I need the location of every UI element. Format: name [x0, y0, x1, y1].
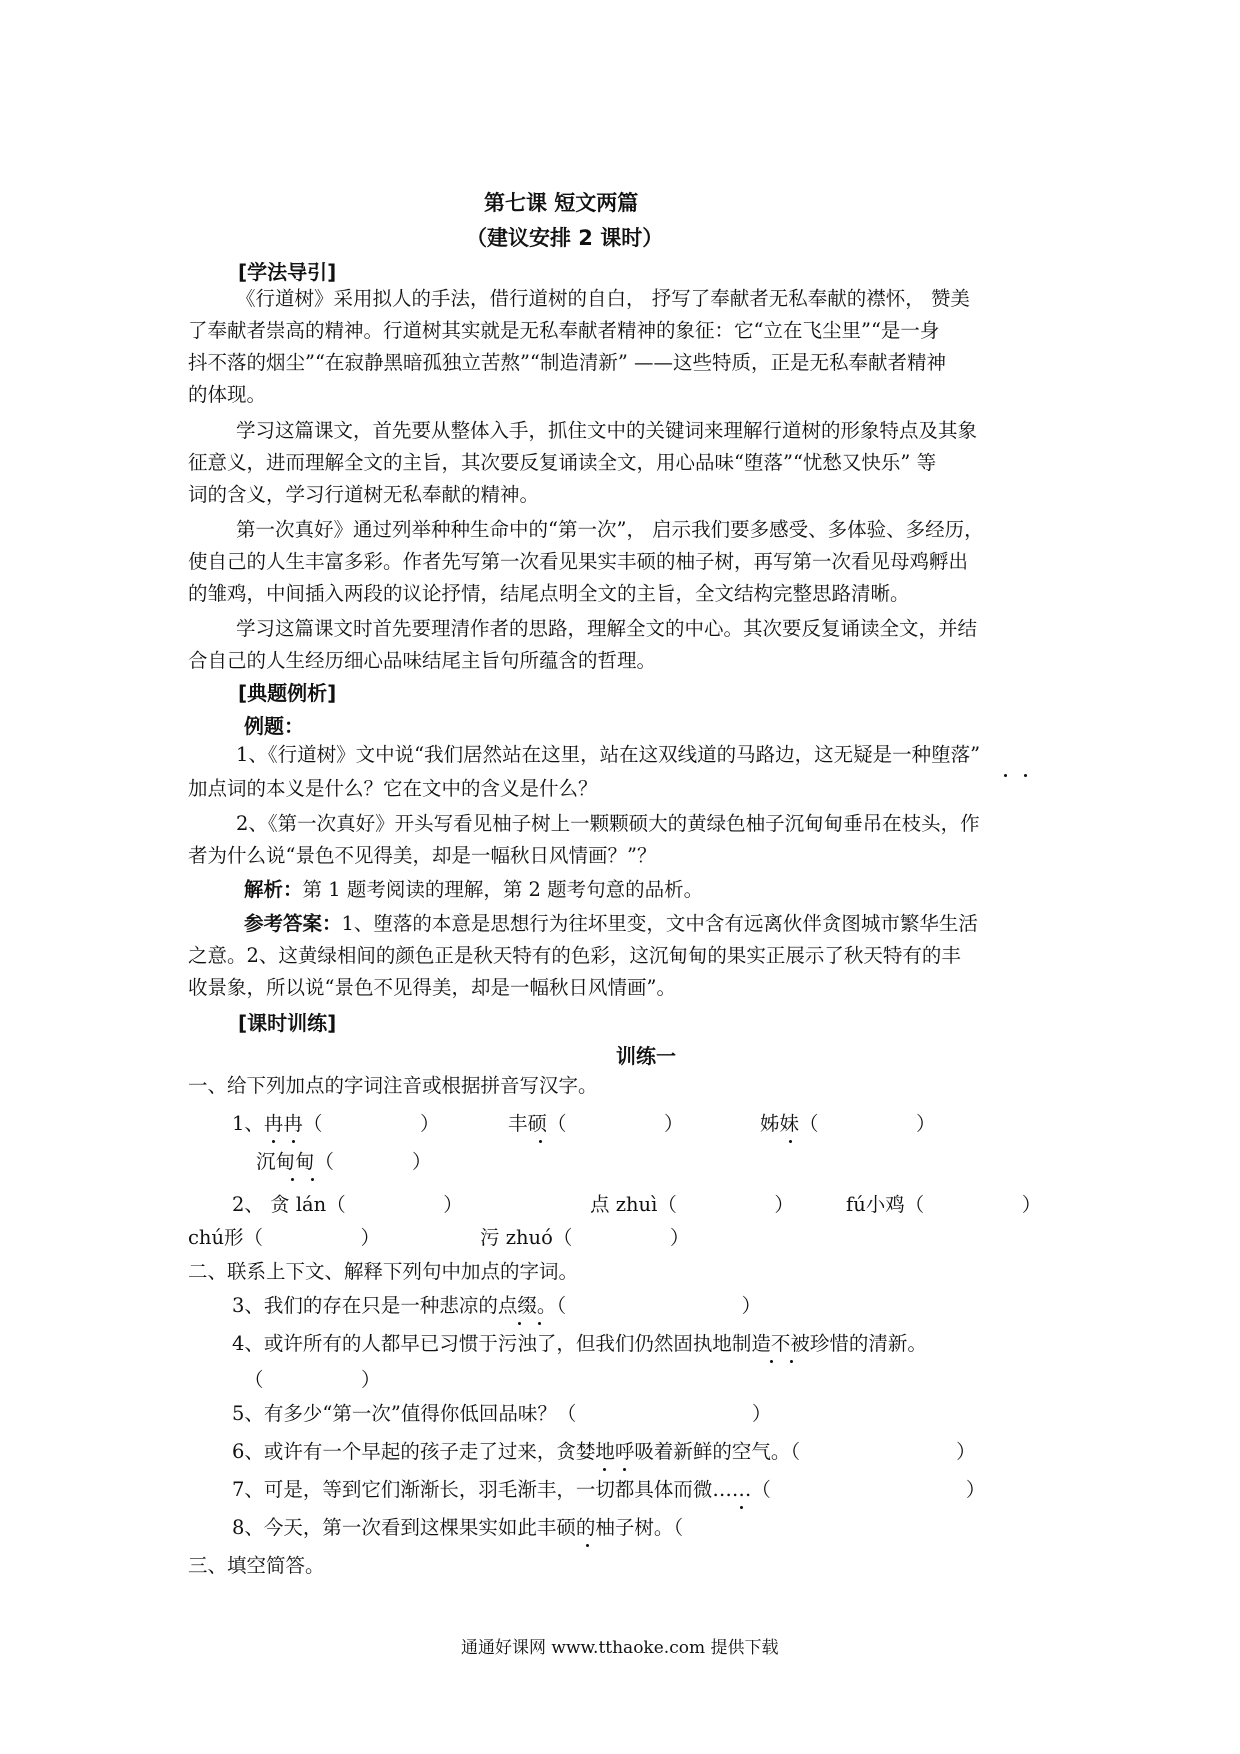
answer-line: 之意。2、这黄绿相间的颜色正是秋天特有的色彩，这沉甸甸的果实正展示了秋天特有的丰	[188, 944, 961, 967]
q2-item[interactable]: （ ）	[244, 1368, 381, 1391]
q1-word: 丰硕	[508, 1112, 548, 1135]
example-line: 2、《第一次真好》开头写看见柚子树上一颗颗硕大的黄绿色柚子沉甸甸垂吊在枝头，作	[236, 812, 980, 835]
q1-item	[256, 1146, 432, 1178]
guide-line: 合自己的人生经历细心品味结尾主旨句所蕴含的哲理。	[188, 649, 657, 672]
q1-word: 姊妹	[760, 1112, 800, 1135]
guide-line: 第一次真好》通过列举种种生命中的“第一次”， 启示我们要多感受、多体验、多经历，	[236, 518, 984, 541]
answer-text: 1、堕落的本意是思想行为往坏里变，文中含有远离伙伴贪图城市繁华生活	[341, 912, 978, 935]
q1-word: 贪 lán	[270, 1193, 327, 1216]
q1-item	[508, 1108, 684, 1140]
emphasis-dot	[272, 1140, 275, 1143]
answer-blank[interactable]: （ ）	[657, 1193, 794, 1216]
emphasis-dot	[623, 1468, 626, 1471]
guide-line: 词的含义，学习行道树无私奉献的精神。	[188, 483, 540, 506]
q1-word: 冉冉	[263, 1112, 303, 1135]
q2-item: 3、我们的存在只是一种悲凉的点缀。（ ）	[232, 1294, 762, 1317]
example-label: 例题：	[244, 714, 304, 738]
answer-line: 收景象，所以说“景色不见得美，却是一幅秋日风情画”。	[188, 976, 676, 999]
example-line: 者为什么说“景色不见得美，却是一幅秋日风情画？”？	[188, 844, 657, 867]
q1-word: 沉甸甸	[256, 1150, 315, 1173]
answer-blank[interactable]: （ ）	[799, 1112, 936, 1135]
emphasis-dot	[789, 1140, 792, 1143]
answer-blank[interactable]: （ ）	[314, 1150, 432, 1173]
emphasis-dot	[770, 1360, 773, 1363]
guide-line: 征意义，进而理解全文的主旨，其次要反复诵读全文，用心品味“堕落”“忧愁又快乐” 等	[188, 451, 937, 474]
analysis-row	[244, 874, 703, 906]
q1-word: 污 zhuó	[480, 1226, 553, 1249]
q1-item	[188, 1222, 380, 1254]
q1-item: 1、冉冉（ ）	[232, 1112, 440, 1135]
question-heading-2: 二、联系上下文、解释下列句中加点的字词。	[188, 1260, 579, 1283]
guide-line: 《行道树》采用拟人的手法，借行道树的自白， 抒写了奉献者无私奉献的襟怀， 赞美	[236, 287, 970, 310]
emphasis-dot	[740, 1506, 743, 1509]
page-title: 第七课 短文两篇	[484, 191, 639, 215]
q2-item: 4、或许所有的人都早已习惯于污浊了，但我们仍然固执地制造不被珍惜的清新。	[232, 1332, 927, 1355]
guide-line: 了奉献者崇高的精神。行道树其实就是无私奉献者精神的象征：它“立在飞尘里”“是一身	[188, 319, 940, 342]
q1-item	[846, 1189, 1041, 1221]
q2-item: 6、或许有一个早起的孩子走了过来，贪婪地呼吸着新鲜的空气。（ ）	[232, 1440, 976, 1463]
emphasis-dot	[790, 1360, 793, 1363]
answer-blank[interactable]: （ ）	[552, 1226, 690, 1249]
q2-item: 7、可是，等到它们渐渐长，羽毛渐丰，一切都具体而微……（ ）	[232, 1478, 986, 1501]
emphasis-dot	[539, 1140, 542, 1143]
q1-item	[760, 1108, 936, 1140]
q2-item: 5、有多少“第一次”值得你低回品味？（ ）	[232, 1402, 772, 1425]
emphasis-dot	[292, 1140, 295, 1143]
q1-word: chú形	[188, 1226, 244, 1249]
section-heading-guide: [学法导引]	[238, 260, 337, 284]
section-heading-training: [课时训练]	[238, 1011, 337, 1035]
guide-line: 的雏鸡，中间插入两段的议论抒情，结尾点明全文的主旨，全文结构完整思路清晰。	[188, 582, 910, 605]
guide-line: 的体现。	[188, 383, 267, 406]
question-heading-3: 三、填空简答。	[188, 1554, 325, 1577]
guide-line: 学习这篇课文，首先要从整体入手，抓住文中的关键词来理解行道树的形象特点及其象	[236, 419, 978, 442]
example-line: 加点词的本义是什么？它在文中的含义是什么？	[188, 777, 598, 800]
page-subtitle: （建议安排 2 课时）	[466, 226, 664, 250]
example-line: 1、《行道树》文中说“我们居然站在这里，站在这双线道的马路边，这无疑是一种堕落”	[236, 743, 981, 766]
guide-line: 使自己的人生丰富多彩。作者先写第一次看见果实丰硕的柚子树，再写第一次看见母鸡孵出	[188, 550, 969, 573]
q1-item	[480, 1222, 689, 1254]
answer-blank[interactable]: （ ）	[547, 1112, 684, 1135]
q1-word: fú小鸡	[846, 1193, 905, 1216]
page-footer: 通通好课网 www.tthaoke.com 提供下载	[461, 1638, 779, 1658]
answer-blank[interactable]: （ ）	[302, 1112, 440, 1135]
answer-row	[244, 908, 978, 940]
emphasis-dot	[291, 1178, 294, 1181]
emphasis-dot	[311, 1178, 314, 1181]
answer-label: 参考答案：	[244, 912, 342, 935]
emphasis-dot	[1024, 774, 1027, 777]
analysis-text: 第 1 题考阅读的理解，第 2 题考句意的品析。	[302, 878, 704, 901]
question-heading-1: 一、给下列加点的字词注音或根据拼音写汉字。	[188, 1074, 598, 1097]
q1-item: 2、 贪 lán（ ）	[232, 1193, 463, 1216]
emphasis-dot	[1004, 774, 1007, 777]
emphasis-dot	[603, 1468, 606, 1471]
guide-line: 学习这篇课文时首先要理清作者的思路，理解全文的中心。其次要反复诵读全文，并结	[236, 617, 978, 640]
q1-item	[590, 1189, 794, 1221]
guide-line: 抖不落的烟尘”“在寂静黑暗孤独立苦熬”“制造清新” ——这些特质，正是无私奉献者精神	[188, 351, 947, 374]
answer-blank[interactable]: （ ）	[326, 1193, 463, 1216]
emphasis-dot	[518, 1322, 521, 1325]
answer-blank[interactable]: （ ）	[904, 1193, 1042, 1216]
emphasis-dot	[538, 1322, 541, 1325]
answer-blank[interactable]: （ ）	[243, 1226, 381, 1249]
q2-item: 8、今天，第一次看到这棵果实如此丰硕的柚子树。（	[232, 1516, 684, 1539]
emphasis-dot	[586, 1544, 589, 1547]
q1-word: 点 zhuì	[590, 1193, 658, 1216]
analysis-label: 解析：	[244, 878, 303, 901]
training-subtitle: 训练一	[616, 1044, 676, 1068]
section-heading-example: [典题例析]	[238, 681, 337, 705]
